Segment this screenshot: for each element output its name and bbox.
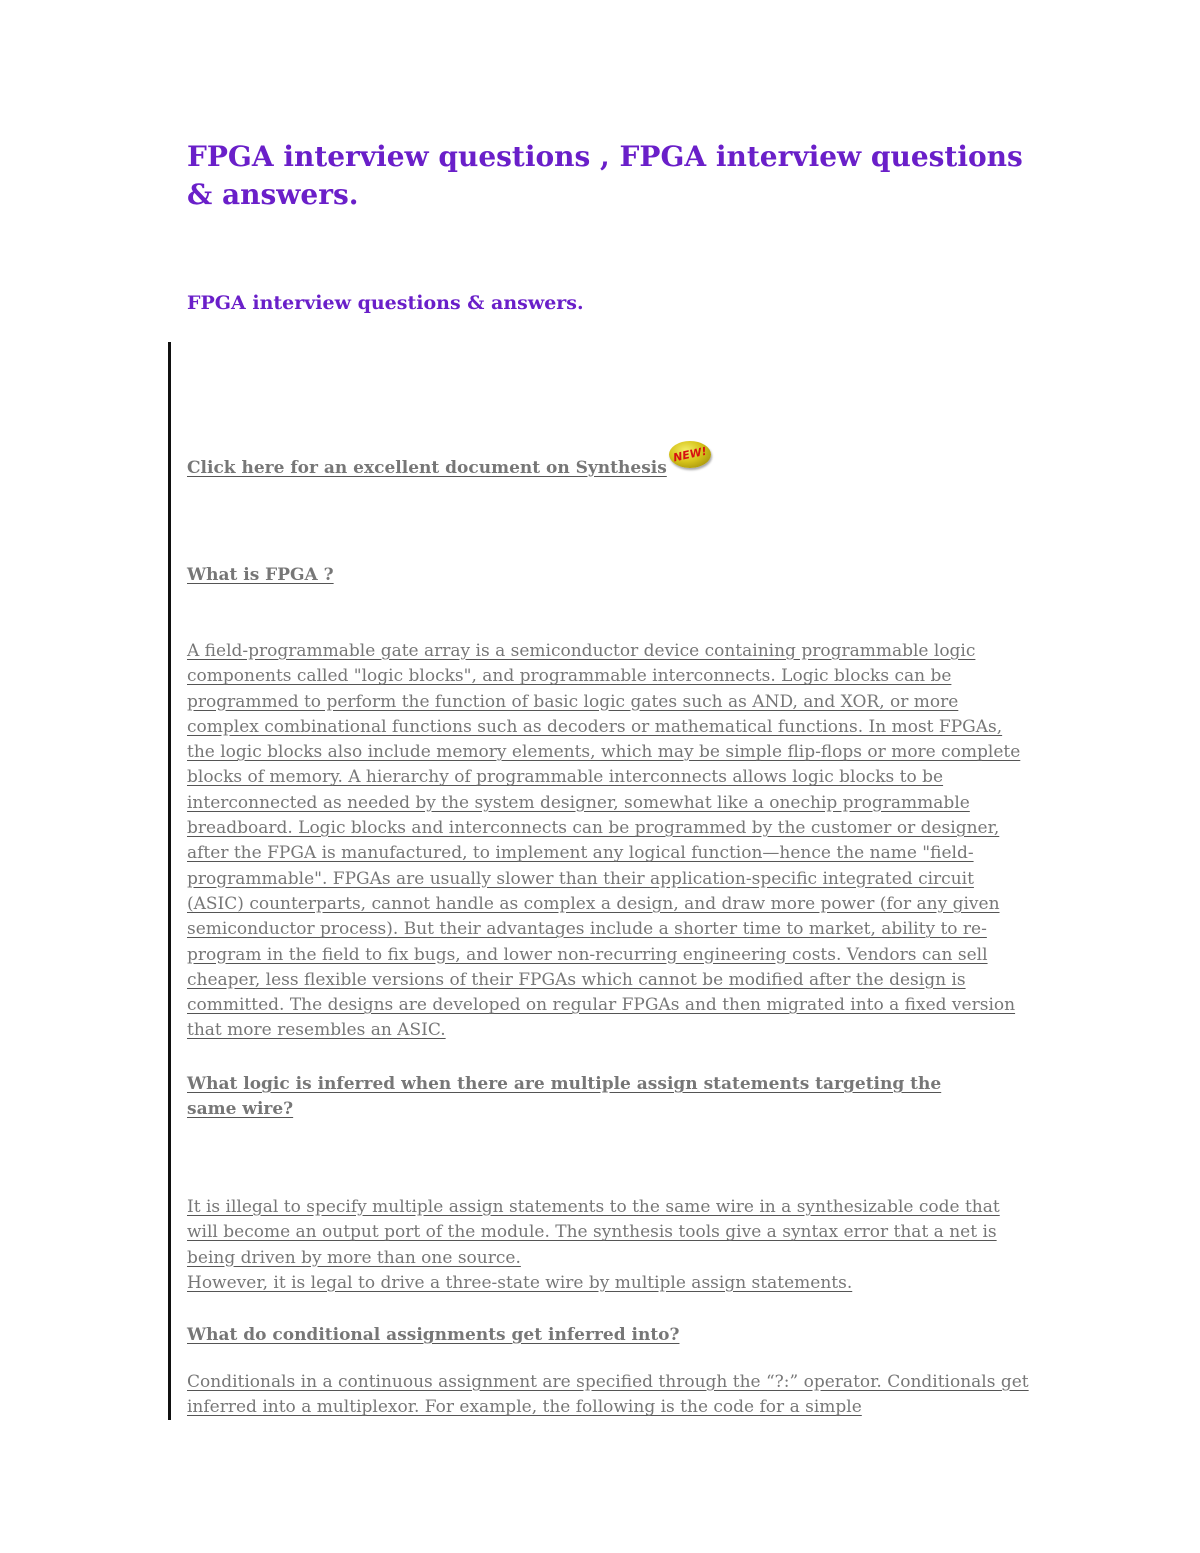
page-title: FPGA interview questions , FPGA interview questions & answers. — [187, 140, 1023, 211]
answer-paragraph: However, it is legal to drive a three-state wire by multiple assign statements. — [187, 1272, 853, 1293]
answer-conditional-assignments[interactable] — [187, 1370, 1032, 1421]
new-badge-label: NEW! — [671, 444, 708, 465]
answer-paragraph: It is illegal to specify multiple assign statements to the same wire in a synthesizable code that will become an output port of the module. The synthesis tools give a syntax error that a net is being driven by more than one source. — [187, 1197, 1000, 1268]
left-vertical-rule — [168, 342, 171, 1420]
page-subtitle: FPGA interview questions & answers. — [187, 292, 584, 314]
synthesis-link-line — [187, 444, 709, 482]
question-what-is-fpga[interactable]: What is FPGA ? — [187, 565, 334, 585]
question-multiple-assign[interactable]: What logic is inferred when there are multiple assign statements targeting the same wire? — [187, 1074, 942, 1119]
synthesis-document-link[interactable]: Click here for an excellent document on Synthesis — [187, 458, 667, 478]
new-badge-icon — [669, 441, 711, 468]
answer-paragraph: Conditionals in a continuous assignment are specified through the “?:” operator. Conditionals get inferred into a multiplexor. For example, the following is the code for a simple — [187, 1372, 1029, 1418]
question-conditional-assignments[interactable]: What do conditional assignments get inferred into? — [187, 1325, 680, 1345]
answer-what-is-fpga[interactable] — [187, 639, 1032, 1044]
answer-paragraph: A field-programmable gate array is a semiconductor device containing programmable logic components called "logic blocks", and programmable interconnects. Logic blocks can be programmed to perform the function of basic logic gates such as AND, and XOR, or more complex combinational functions such as decoders or mathematical functions. In most FPGAs, the logic blocks also include memory elements, which may be simple flip-flops or more complete blocks of memory. A hierarchy of programmable interconnects allows logic blocks to be interconnected as needed by the system designer, somewhat like a onechip programmable breadboard. Logic blocks and interconnects can be programmed by the customer or designer, after the FPGA is manufactured, to implement any logical function—hence the name "field-programmable". FPGAs are usually slower than their application-specific integrated circuit (ASIC) counterparts, cannot handle as complex a design, and draw more power (for any given semiconductor process). But their advantages include a shorter time to market, ability to re-program in the field to fix bugs, and lower non-recurring engineering costs. Vendors can sell cheaper, less flexible versions of their FPGAs which cannot be modified after the design is committed. The designs are developed on regular FPGAs and then migrated into a fixed version that more resembles an ASIC. — [187, 641, 1021, 1041]
answer-multiple-assign[interactable] — [187, 1195, 1032, 1296]
